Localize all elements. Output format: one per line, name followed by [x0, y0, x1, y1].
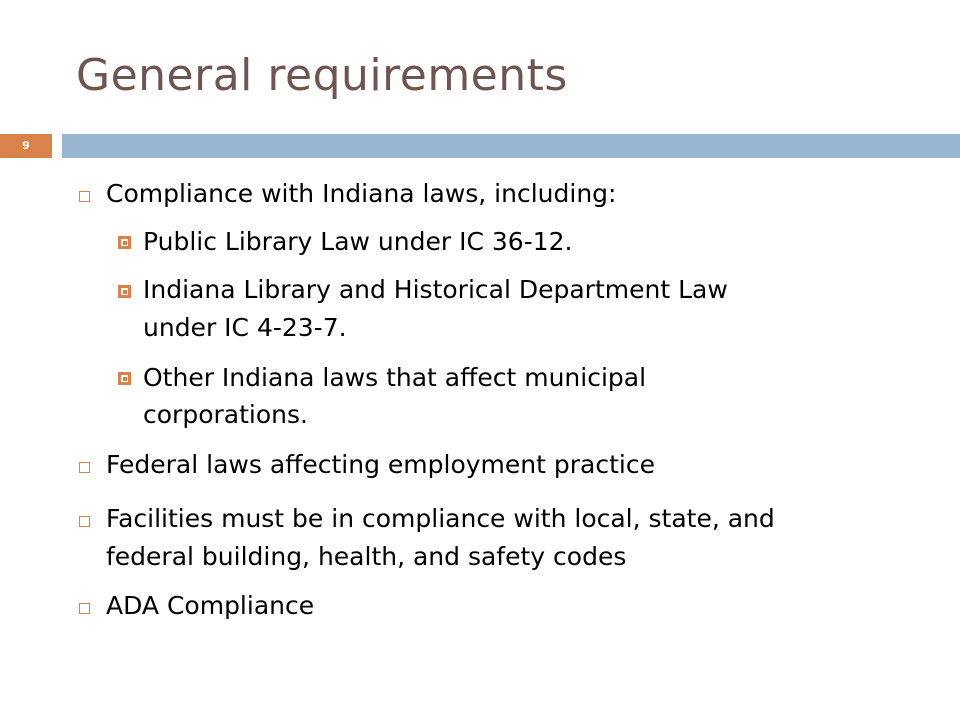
- sub-bullet-text: Other Indiana laws that affect municipal: [143, 363, 647, 392]
- sub-bullet-text: Public Library Law under IC 36-12.: [143, 227, 573, 256]
- sub-bullet-text-continued: under IC 4-23-7.: [143, 313, 347, 342]
- sub-bullet-text-continued: corporations.: [143, 400, 308, 429]
- bullet-text: Compliance with Indiana laws, including:: [106, 179, 617, 208]
- bullet-text-continued: federal building, health, and safety codes: [106, 542, 627, 571]
- bullet-text: Federal laws affecting employment practice: [106, 450, 655, 479]
- framed-square-bullet-icon: [118, 285, 131, 298]
- framed-square-bullet-icon: [118, 236, 131, 249]
- hollow-square-bullet-icon: [79, 603, 90, 614]
- slide-title: General requirements: [76, 50, 568, 101]
- header-divider-bar: [62, 134, 960, 158]
- page-number-badge: 9: [0, 134, 52, 158]
- bullet-text: Facilities must be in compliance with local, state, and: [106, 504, 775, 533]
- bullet-text: ADA Compliance: [106, 591, 315, 620]
- framed-square-bullet-icon: [118, 372, 131, 385]
- sub-bullet-text: Indiana Library and Historical Department Law: [143, 275, 728, 304]
- hollow-square-bullet-icon: [79, 191, 90, 202]
- hollow-square-bullet-icon: [79, 462, 90, 473]
- hollow-square-bullet-icon: [79, 516, 90, 527]
